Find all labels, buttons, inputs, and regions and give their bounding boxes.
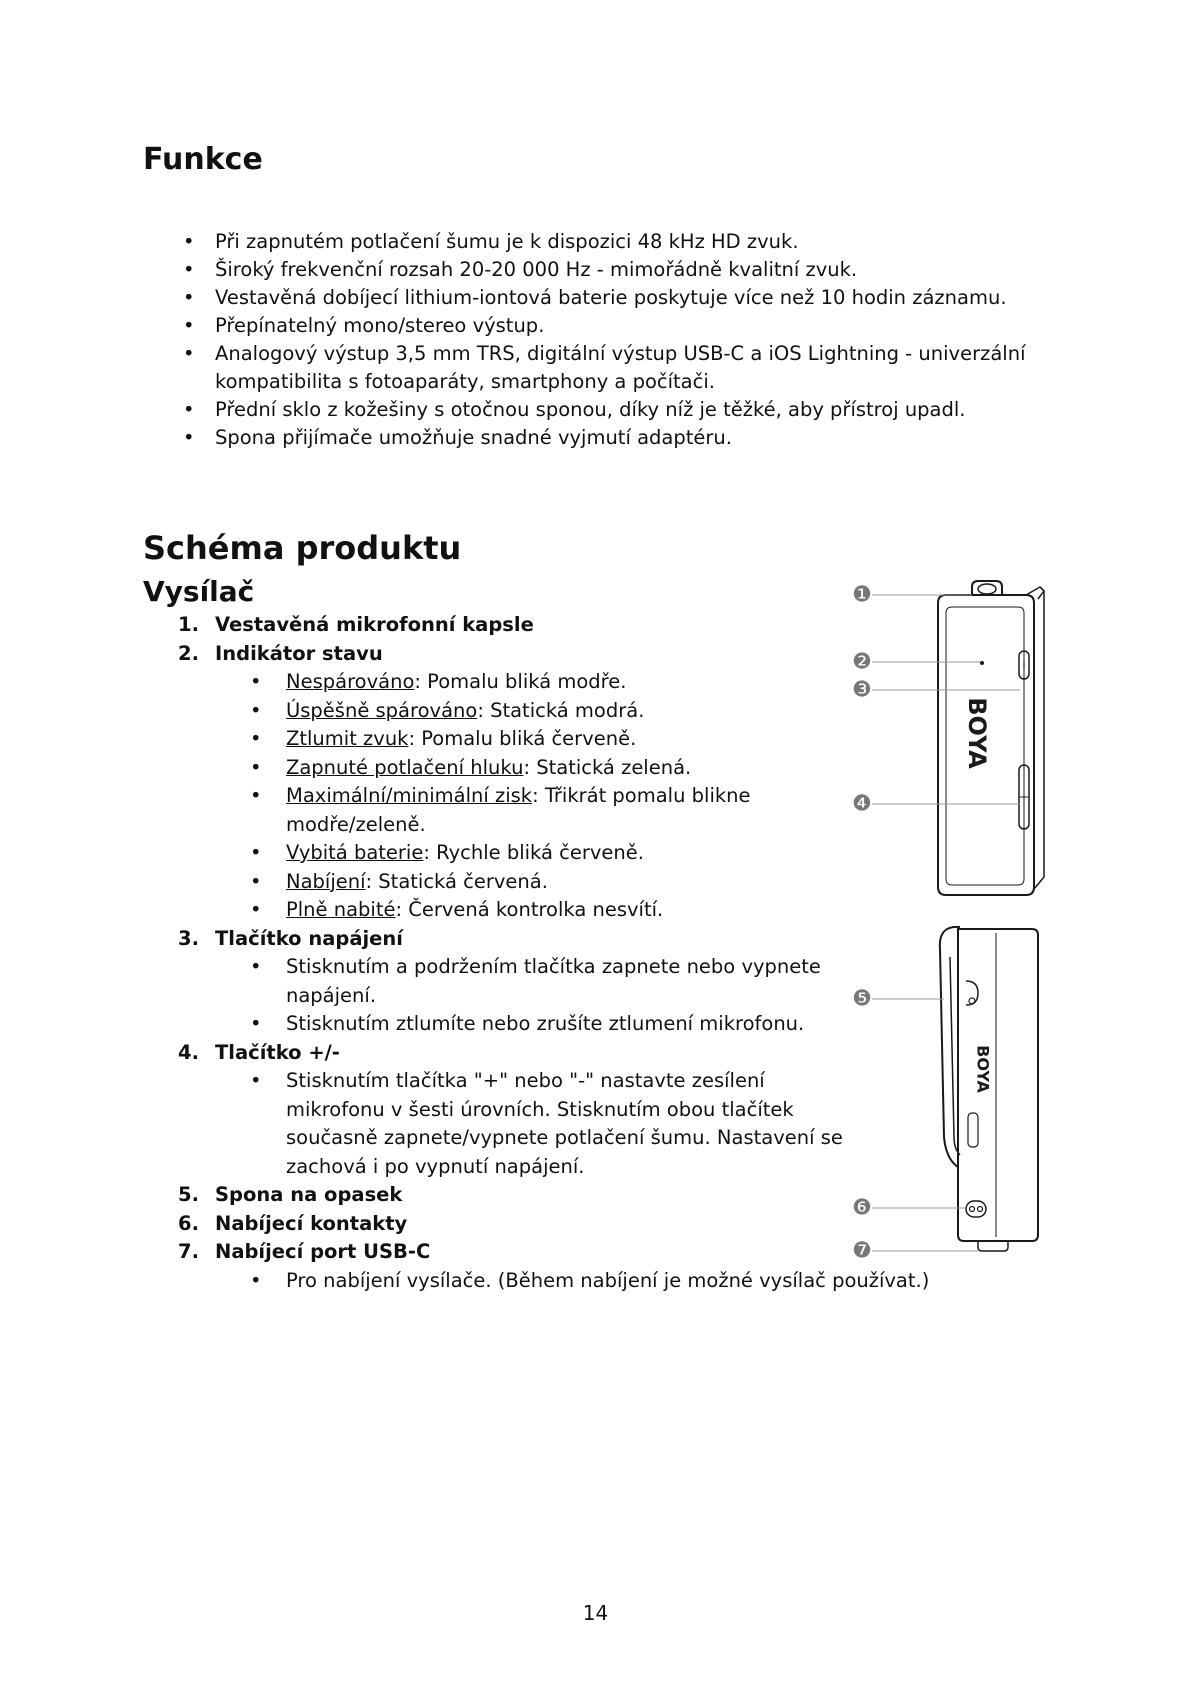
note-item: • Stisknutím ztlumíte nebo zrušíte ztlumení mikrofonu. <box>250 1010 846 1039</box>
section-title: Schéma produktu <box>143 529 462 567</box>
status-indicator <box>980 661 984 665</box>
status-desc: : Rychle bliká červeně. <box>423 841 644 864</box>
list-item: • Spona přijímače umožňuje snadné vyjmutí adaptéru. <box>183 424 1083 452</box>
callout-3: ❸ <box>852 677 872 703</box>
part-label: Nabíjecí port USB-C <box>215 1240 431 1263</box>
brand-logo: BOYA <box>963 697 991 769</box>
callout-7: ❼ <box>852 1238 872 1264</box>
side-gain-button <box>968 1113 978 1147</box>
note-item: • Stisknutím a podržením tlačítka zapnete nebo vypnete napájení. <box>250 953 846 1010</box>
part-label: Vestavěná mikrofonní kapsle <box>215 613 534 636</box>
callout-5: ❺ <box>852 986 872 1012</box>
part-number: 4. <box>178 1040 199 1064</box>
status-name: Zapnuté potlačení hluku <box>286 755 524 779</box>
callout-4: ❹ <box>852 791 872 817</box>
transmitter-body-side <box>958 929 1038 1241</box>
status-name: Nabíjení <box>286 869 366 893</box>
status-name: Vybitá baterie <box>286 841 424 864</box>
part-number: 7. <box>178 1240 199 1263</box>
part-number: 3. <box>178 926 199 950</box>
callout-1: ❶ <box>852 582 872 608</box>
status-desc: : Statická modrá. <box>477 698 645 722</box>
status-item <box>250 725 846 754</box>
microphone-grille <box>978 584 996 594</box>
callout-2: ❷ <box>852 649 872 675</box>
note-item: • Stisknutím tlačítka "+" nebo "-" nastavte zesílení mikrofonu v šesti úrovních. Stisknutím obou tlačítek současně zapnete/vypnete potlačení šumu. Nastavení se zachová i po vypnutí napájení. <box>250 1067 846 1181</box>
sub-title: Vysílač <box>143 575 255 608</box>
status-item <box>250 754 846 783</box>
list-item: • Vestavěná dobíjecí lithium-iontová baterie poskytuje více než 10 hodin záznamu. <box>183 284 1083 312</box>
list-item: • Při zapnutém potlačení šumu je k dispozici 48 kHz HD zvuk. <box>183 228 1083 256</box>
list-item: • Přepínatelný mono/stereo výstup. <box>183 312 1083 340</box>
status-desc: : Červená kontrolka nesvítí. <box>395 898 664 921</box>
status-desc: : Pomalu bliká modře. <box>414 670 627 693</box>
clip-hinge <box>966 981 978 1005</box>
list-item: • Analogový výstup 3,5 mm TRS, digitální výstup USB-C a iOS Lightning - univerzální kompatibilita s fotoaparáty, smartphony a počítači. <box>183 340 1083 396</box>
features-list <box>183 228 1083 452</box>
charging-contact-right <box>978 1207 983 1212</box>
status-name: Nespárováno <box>286 670 415 693</box>
list-item: • Široký frekvenční rozsah 20-20 000 Hz - mimořádně kvalitní zvuk. <box>183 256 1083 284</box>
part-label: Tlačítko +/- <box>215 1040 340 1064</box>
status-item <box>250 896 846 925</box>
part-number: 2. <box>178 641 199 665</box>
part-label: Spona na opasek <box>215 1183 403 1206</box>
status-name: Ztlumit zvuk <box>286 727 409 750</box>
note-list <box>178 1267 978 1296</box>
clip-hinge-pin <box>969 998 975 1004</box>
status-desc: : Statická zelená. <box>523 755 692 779</box>
part-number: 1. <box>178 613 199 636</box>
note-item: • Pro nabíjení vysílače. (Během nabíjení je možné vysílač používat.) <box>250 1267 978 1296</box>
part-label: Nabíjecí kontakty <box>215 1211 408 1235</box>
status-name: Úspěšně spárováno <box>286 698 478 722</box>
page-title: Funkce <box>143 142 263 177</box>
part-number: 6. <box>178 1211 199 1235</box>
status-desc: : Pomalu bliká červeně. <box>408 727 637 750</box>
status-item <box>250 668 846 697</box>
status-item <box>250 782 846 839</box>
callout-6: ❻ <box>852 1195 872 1221</box>
transmitter-diagram <box>848 577 1058 1267</box>
part-number: 5. <box>178 1183 199 1206</box>
status-item <box>250 839 846 868</box>
part-label: Tlačítko napájení <box>215 926 403 950</box>
status-name: Maximální/minimální zisk <box>286 784 533 807</box>
status-item <box>250 697 846 726</box>
part-label: Indikátor stavu <box>215 641 383 665</box>
list-item: • Přední sklo z kožešiny s otočnou sponou, díky níž je těžké, aby přístroj upadl. <box>183 396 1083 424</box>
usb-c-port <box>978 1241 1008 1251</box>
status-desc: : Statická červená. <box>365 869 548 893</box>
status-item <box>250 868 846 897</box>
status-name: Plně nabité <box>286 898 396 921</box>
transmitter-side-edge <box>1034 587 1044 889</box>
brand-logo-side: BOYA <box>973 1045 993 1093</box>
microphone-capsule <box>972 581 1002 595</box>
status-desc: : Třikrát pomalu blikne modře/zeleně. <box>286 784 751 836</box>
charging-contact-left <box>970 1207 975 1212</box>
page-number: 14 <box>582 1601 609 1625</box>
